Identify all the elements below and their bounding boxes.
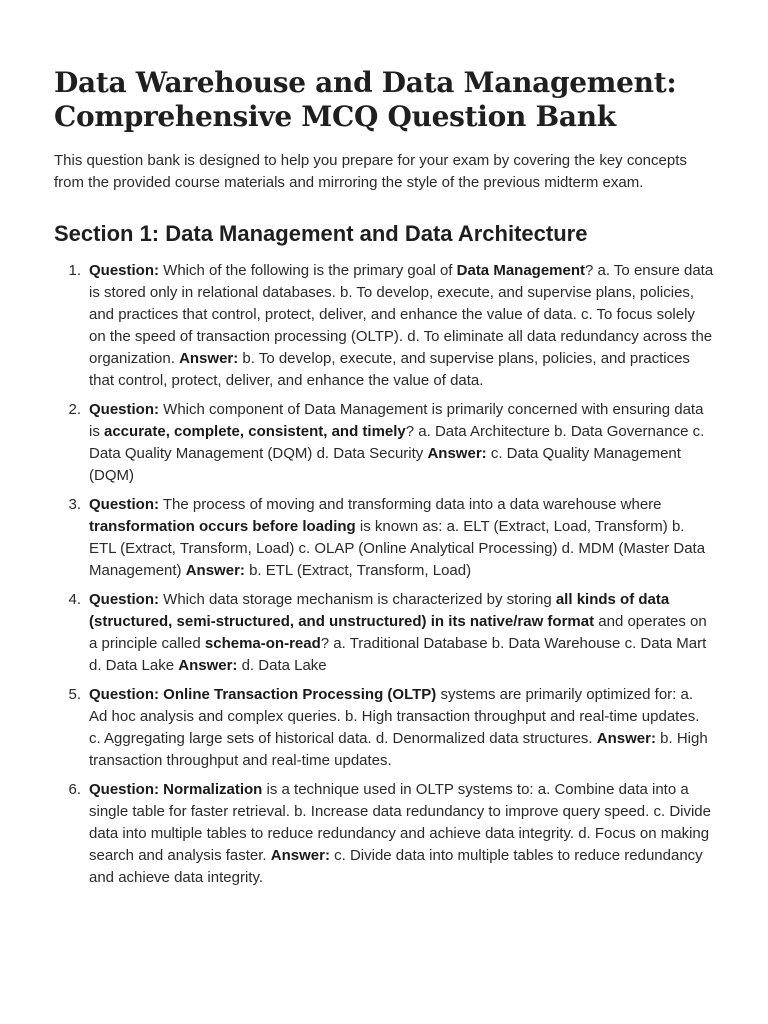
answer-label: Answer: <box>427 445 487 462</box>
question-emphasis: schema-on-read <box>204 635 321 652</box>
answer-text: b. High transaction throughput and real-time updates. <box>89 730 708 769</box>
question-list <box>54 260 714 889</box>
answer-label: Answer: <box>179 350 239 367</box>
answer-label: Answer: <box>596 730 656 747</box>
title-line-1: Data Warehouse and Data Management: <box>54 66 677 99</box>
question-label: Question: <box>89 496 159 513</box>
question-segment: ? a. Traditional Database b. Data Warehouse c. Data Mart d. Data Lake <box>89 635 707 674</box>
question-label: Question: <box>89 401 159 418</box>
question-emphasis: Online Transaction Processing (OLTP) <box>163 686 437 703</box>
question-label: Question: <box>89 591 159 608</box>
question-number: 6. <box>68 781 81 798</box>
question-label: Question: <box>89 262 159 279</box>
question-text <box>81 260 714 392</box>
question-emphasis: all kinds of data (structured, semi-structured, and unstructured) in its native/raw format <box>89 591 670 630</box>
question-segment: is a technique used in OLTP systems to: a. Combine data into a single table for faster retrieval. b. Increase data redundancy to improve query speed. c. Divide data into multiple tables to reduce redundancy and achieve data integrity. d. Focus on making search and analysis faster. <box>89 781 711 864</box>
question-segment: is known as: a. ELT (Extract, Load, Transform) b. ETL (Extract, Transform, Load) c. OLAP (Online Analytical Processing) d. MDM (Master Data Management) <box>89 518 706 579</box>
question-item <box>54 494 714 582</box>
answer-text: b. ETL (Extract, Transform, Load) <box>244 562 472 579</box>
answer-text: c. Divide data into multiple tables to reduce redundancy and achieve data integrity. <box>89 847 703 886</box>
question-segment: and operates on a principle called <box>89 613 707 652</box>
page-title <box>54 66 714 134</box>
question-segment: ? a. Data Architecture b. Data Governance c. Data Quality Management (DQM) d. Data Security <box>89 423 705 462</box>
question-segment: Which component of Data Management is primarily concerned with ensuring data is <box>89 401 704 440</box>
question-emphasis: transformation occurs before loading <box>89 518 356 535</box>
question-emphasis: Normalization <box>163 781 263 798</box>
question-text <box>81 399 714 487</box>
question-item <box>54 260 714 392</box>
question-item <box>54 684 714 772</box>
question-segment: Which data storage mechanism is characterized by storing <box>159 591 556 608</box>
question-label: Question: <box>89 781 159 798</box>
question-item <box>54 399 714 487</box>
question-item <box>54 589 714 677</box>
question-number: 1. <box>68 262 81 279</box>
question-number: 4. <box>68 591 81 608</box>
question-segment: ? a. To ensure data is stored only in relational databases. b. To develop, execute, and supervise plans, policies, and practices that control, protect, deliver, and enhance the value of data. c. To focus solely on the speed of transaction processing (OLTP). d. To eliminate all data redundancy across the organization. <box>89 262 714 367</box>
question-segment: Which of the following is the primary goal of <box>159 262 457 279</box>
title-line-2: Comprehensive MCQ Question Bank <box>54 100 616 133</box>
question-text <box>81 684 714 772</box>
answer-text: c. Data Quality Management (DQM) <box>89 445 681 484</box>
intro-paragraph: This question bank is designed to help you prepare for your exam by covering the key concepts from the provided course materials and mirroring the style of the previous midterm exam. <box>54 152 687 191</box>
question-emphasis: accurate, complete, consistent, and timely <box>104 423 406 440</box>
question-text <box>81 494 714 582</box>
question-emphasis: Data Management <box>456 262 586 279</box>
question-segment: The process of moving and transforming data into a data warehouse where <box>159 496 662 513</box>
answer-label: Answer: <box>270 847 330 864</box>
question-text <box>81 589 714 677</box>
question-text <box>81 779 714 889</box>
question-segment: systems are primarily optimized for: a. Ad hoc analysis and complex queries. b. High transaction throughput and real-time updates. c. Aggregating large sets of historical data. d. Denormalized data structures. <box>89 686 700 747</box>
question-item <box>54 779 714 889</box>
section-heading: Section 1: Data Management and Data Architecture <box>54 221 588 246</box>
question-label: Question: <box>89 686 159 703</box>
answer-text: d. Data Lake <box>237 657 327 674</box>
answer-label: Answer: <box>185 562 245 579</box>
question-number: 5. <box>68 686 81 703</box>
answer-label: Answer: <box>178 657 238 674</box>
question-number: 2. <box>68 401 81 418</box>
answer-text: b. To develop, execute, and supervise plans, policies, and practices that control, protect, deliver, and enhance the value of data. <box>89 350 690 389</box>
question-number: 3. <box>68 496 81 513</box>
